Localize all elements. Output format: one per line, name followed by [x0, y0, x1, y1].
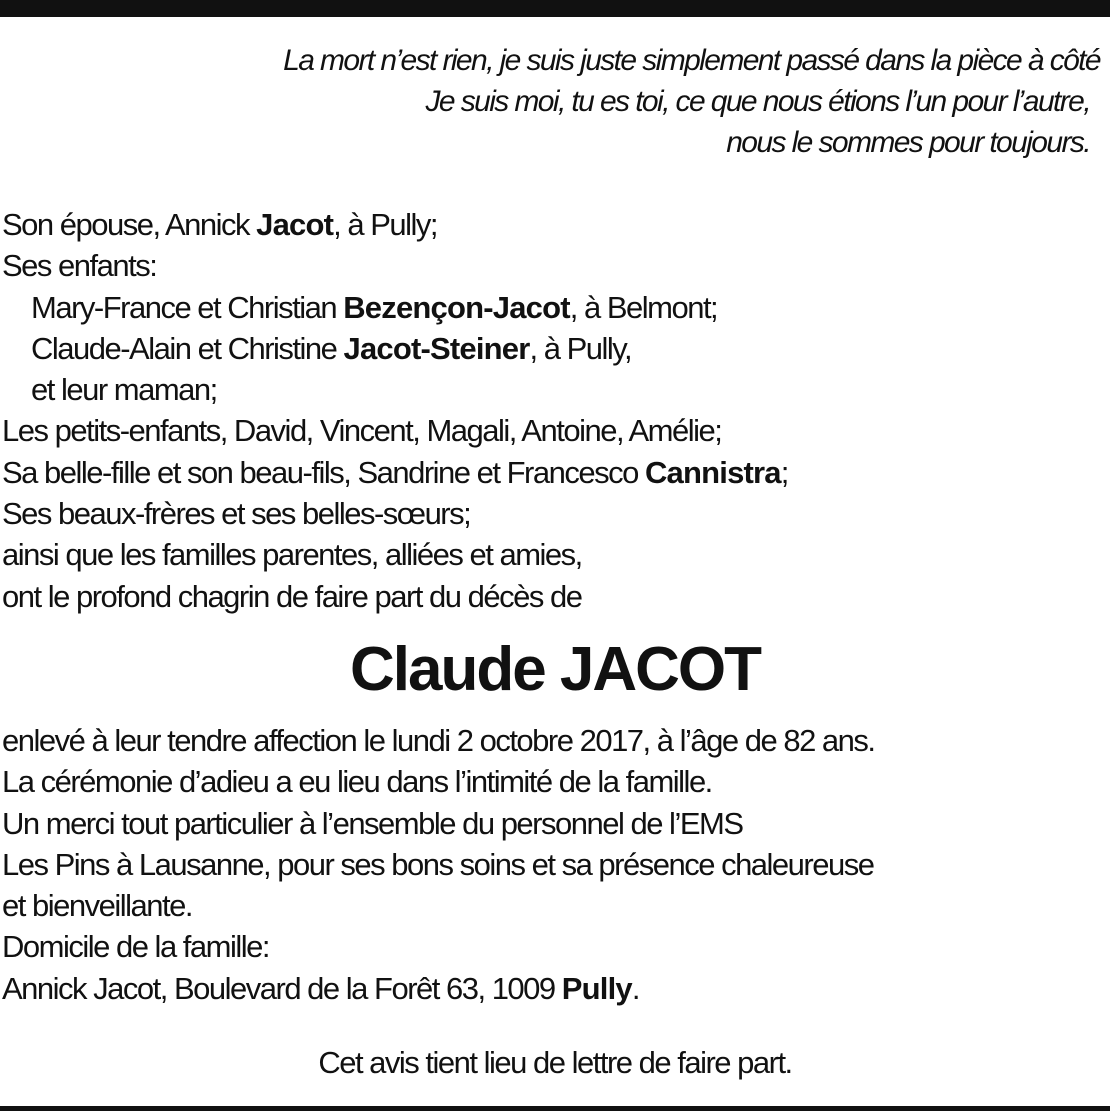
top-border-rule [0, 0, 1110, 17]
details-block [2, 720, 1102, 1009]
deceased-name: Claude JACOT [349, 635, 761, 704]
spouse-line [2, 204, 1102, 245]
in-laws-suffix: ; [780, 454, 788, 490]
address-suffix: . [631, 970, 639, 1006]
spouse-name: Jacot [256, 207, 334, 242]
address-city: Pully [561, 970, 632, 1006]
details-line-2: La cérémonie d’adieu a eu lieu dans l’intimité de la famille. [2, 764, 712, 800]
child2-name: Jacot-Steiner [343, 330, 530, 366]
child-line-1 [2, 287, 1102, 328]
family-list [2, 204, 1102, 617]
closing-note: Cet avis tient lieu de lettre de faire part. [318, 1045, 792, 1080]
child1-name: Bezençon-Jacot [343, 289, 570, 325]
children-heading: Ses enfants: [2, 248, 157, 284]
child1-suffix: , à Belmont; [569, 289, 718, 325]
poem-line-3: nous le sommes pour toujours. [726, 126, 1090, 159]
details-line-5: et bienveillante. [2, 888, 192, 924]
address-line [2, 968, 1102, 1009]
poem-line-2: Je suis moi, tu es toi, ce que nous étions l’un pour l’autre, [425, 85, 1090, 118]
in-laws-line [2, 452, 1102, 493]
child-line-2 [2, 328, 1102, 369]
in-laws-prefix: Sa belle-fille et son beau-fils, Sandrine et Francesco [2, 454, 645, 490]
child2-suffix: , à Pully, [529, 330, 632, 366]
child2-continuation: et leur maman; [31, 372, 217, 408]
poem-line-1: La mort n’est rien, je suis juste simplement passé dans la pièce à côté [283, 44, 1100, 77]
spouse-suffix: , à Pully; [333, 207, 438, 242]
bottom-border-rule [0, 1106, 1110, 1111]
grandchildren-line: Les petits-enfants, David, Vincent, Magali, Antoine, Amélie; [2, 413, 722, 449]
child2-prefix: Claude-Alain et Christine [31, 330, 344, 366]
details-line-4: Les Pins à Lausanne, pour ses bons soins et sa présence chaleureuse [2, 846, 874, 882]
spouse-prefix: Son épouse, Annick [2, 207, 257, 242]
child1-prefix: Mary-France et Christian [31, 289, 344, 325]
siblings-in-law-line: Ses beaux-frères et ses belles-sœurs; [2, 496, 471, 532]
details-line-3: Un merci tout particulier à l’ensemble du personnel de l’EMS [2, 805, 743, 841]
domicile-heading: Domicile de la famille: [2, 929, 269, 965]
relatives-line: ainsi que les familles parentes, alliées et amies, [2, 537, 582, 573]
in-laws-name: Cannistra [644, 454, 781, 490]
announcement-line: ont le profond chagrin de faire part du décès de [2, 578, 582, 614]
poem-quote [10, 40, 1100, 163]
address-prefix: Annick Jacot, Boulevard de la Forêt 63, 1009 [2, 970, 562, 1006]
details-line-1: enlevé à leur tendre affection le lundi 2 octobre 2017, à l’âge de 82 ans. [2, 723, 875, 758]
